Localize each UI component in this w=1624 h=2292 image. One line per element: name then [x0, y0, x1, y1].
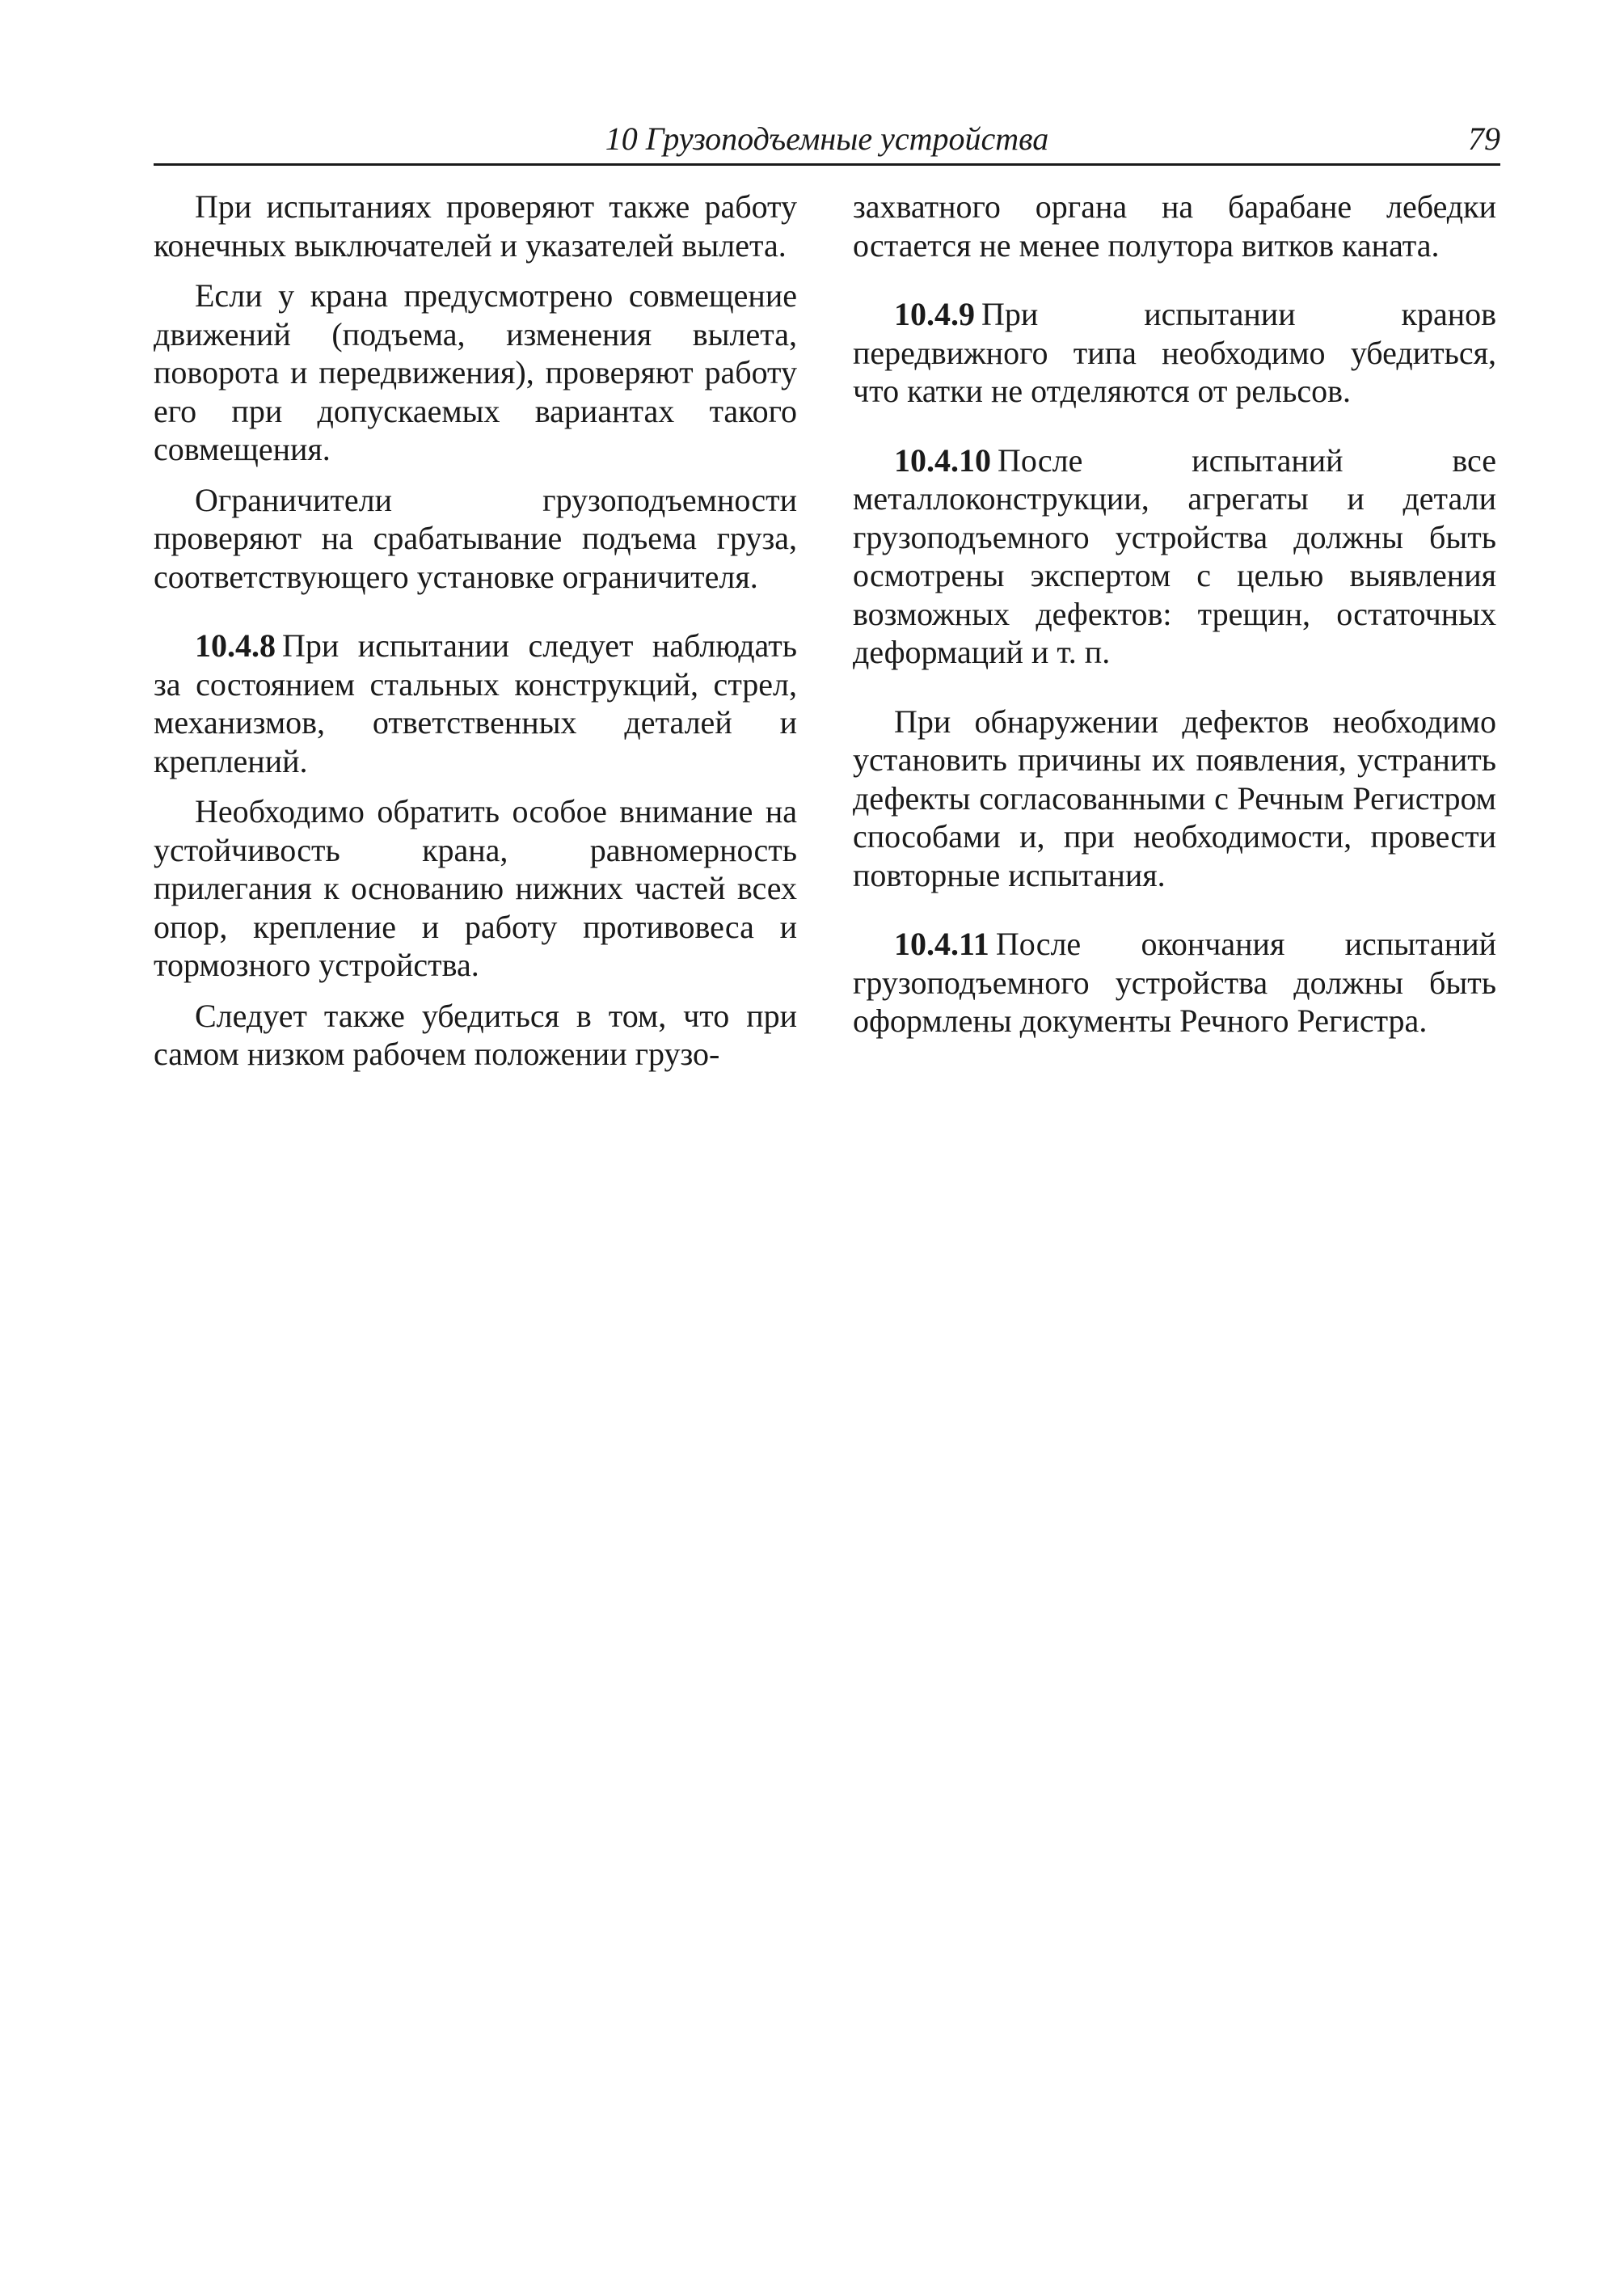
- paragraph-continuation: захватного органа на барабане лебедки остается не менее полутора витков каната.: [853, 188, 1496, 264]
- clause-number: 10.4.11: [894, 926, 989, 962]
- running-header: [154, 113, 1500, 166]
- right-column: [853, 188, 1496, 1053]
- paragraph: Необходимо обратить особое внимание на устойчивость крана, равномерность прилегания к основанию нижних частей всех опор, крепление и работу противовеса и тормозного устройства.: [154, 793, 797, 983]
- paragraph: Следует также убедиться в том, что при самом низком рабочем положении грузо-: [154, 997, 797, 1072]
- clause-10-4-9: [853, 295, 1496, 411]
- clause-text: После окончания испытаний грузоподъемного устройства должны быть оформлены документы Речного Регистра.: [853, 926, 1496, 1039]
- clause-number: 10.4.8: [195, 627, 276, 664]
- page-number: 79: [1468, 120, 1500, 157]
- paragraph: Ограничители грузоподъемности проверяют на срабатывание подъема груза, соответствующего установке ограничителя.: [154, 481, 797, 595]
- paragraph: При обнаружении дефектов необходимо установить причины их появления, устранить дефекты согласованными с Речным Регистром способами и, при необходимости, провести повторные испытания.: [853, 703, 1496, 893]
- clause-text: При испытании следует наблюдать за состоянием стальных конструкций, стрел, механизмов, ответственных деталей и креплений.: [154, 627, 797, 779]
- clause-number: 10.4.10: [894, 441, 991, 479]
- running-title: 10 Грузоподъемные устройства: [605, 120, 1049, 157]
- clause-10-4-8: [154, 627, 797, 780]
- clause-10-4-10: [853, 441, 1496, 672]
- clause-10-4-11: [853, 925, 1496, 1040]
- clause-text: При испытании кранов передвижного типа необходимо убедиться, что катки не отделяются от рельсов.: [853, 296, 1496, 409]
- clause-text: После испытаний все металлоконструкции, агрегаты и детали грузоподъемного устройства должны быть осмотрены экспертом с целью выявления возможных дефектов: трещин, остаточных деформаций и т. п.: [853, 441, 1496, 670]
- left-column: [154, 188, 797, 1086]
- paragraph: При испытаниях проверяют также работу конечных выключателей и указателей вылета.: [154, 188, 797, 264]
- paragraph: Если у крана предусмотрено совмещение движений (подъема, изменения вылета, поворота и передвижения), проверяют работу его при допускаемых вариантах такого совмещения.: [154, 277, 797, 467]
- clause-number: 10.4.9: [894, 296, 975, 332]
